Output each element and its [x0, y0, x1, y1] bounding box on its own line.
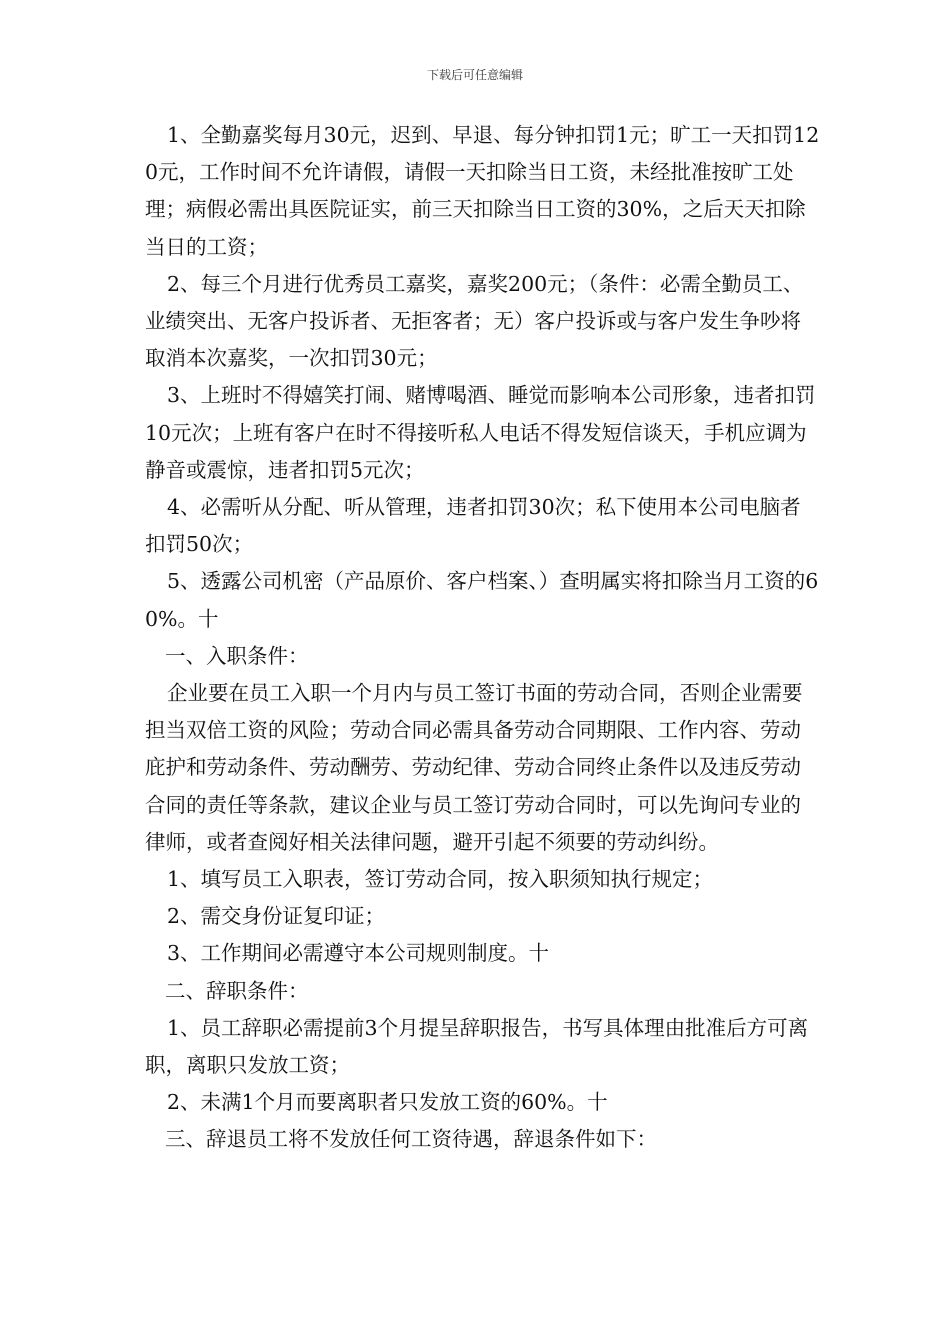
paragraph: 2、未满1个月而要离职者只发放工资的60%。十	[167, 1090, 608, 1115]
section-heading: 二、辞职条件：	[165, 978, 309, 1003]
paragraph: 2、需交身份证复印证；	[167, 904, 386, 929]
paragraph: 企业要在员工入职一个月内与员工签订书面的劳动合同，否则企业需要担当双倍工资的风险；劳动合同必需具备劳动合同期限、工作内容、劳动庇护和劳动条件、劳动酬劳、劳动纪律、劳动合同终止条件以及违反劳动合同的责任等条款，建议企业与员工签订劳动合同时，可以先询问专业的律师，或者查阅好相关法律问题，避开引起不须要的劳动纠纷。	[145, 681, 803, 854]
paragraph: 2、每三个月进行优秀员工嘉奖，嘉奖200元；（条件：必需全勤员工、业绩突出、无客户投诉者、无拒客者；无）客户投诉或与客户发生争吵将取消本次嘉奖，一次扣罚30元；	[145, 271, 804, 371]
paragraph: 1、员工辞职必需提前3个月提呈辞职报告，书写具体理由批准后方可离职，离职只发放工资；	[145, 1015, 809, 1078]
paragraph: 3、工作期间必需遵守本公司规则制度。十	[167, 941, 550, 966]
paragraph: 3、上班时不得嬉笑打闹、赌博喝酒、睡觉而影响本公司形象，违者扣罚10元次；上班有客户在时不得接听私人电话不得发短信谈天，手机应调为静音或震惊，违者扣罚5元次；	[145, 383, 816, 482]
section-heading: 三、辞退员工将不发放任何工资待遇，辞退条件如下：	[165, 1127, 657, 1152]
paragraph: 4、必需听从分配、听从管理，违者扣罚30次；私下使用本公司电脑者扣罚50次；	[145, 495, 801, 557]
page-header: 下载后可任意编辑	[426, 68, 523, 82]
paragraph: 1、全勤嘉奖每月30元，迟到、早退、每分钟扣罚1元；旷工一天扣罚120元，工作时间不允许请假，请假一天扣除当日工资，未经批准按旷工处理；病假必需出具医院证实，前三天扣除当日工资的30%，之后天天扣除当日的工资；	[145, 123, 820, 259]
document-body	[145, 117, 820, 1159]
paragraph: 5、透露公司机密（产品原价、客户档案、）查明属实将扣除当月工资的60%。十	[145, 569, 819, 631]
paragraph: 1、填写员工入职表，签订劳动合同，按入职须知执行规定；	[167, 867, 714, 892]
section-heading: 一、入职条件：	[165, 643, 309, 668]
